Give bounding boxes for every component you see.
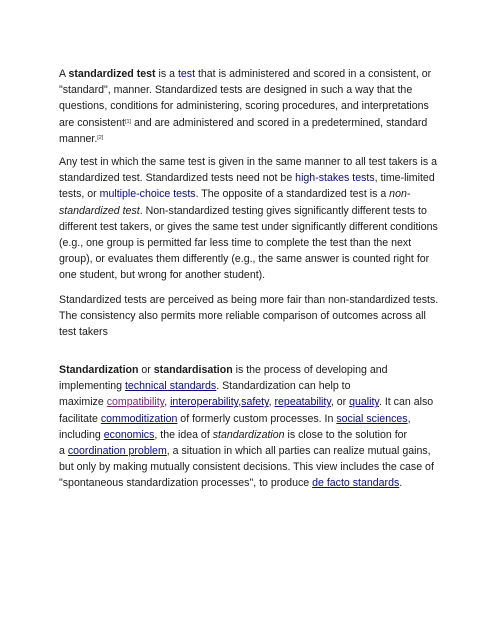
text: . [399, 477, 403, 490]
link-multiple-choice-tests[interactable]: multiple-choice tests [99, 188, 196, 201]
term-standardisation: standardisation [153, 364, 233, 376]
text: or [138, 364, 154, 376]
text-line: different test takers, or gives the same test under significantly different conditions [59, 220, 438, 233]
link-economics[interactable]: economics [103, 428, 155, 441]
term-standardization: Standardization [59, 364, 139, 376]
paragraph-same-manner [59, 154, 439, 284]
link-compatibility[interactable]: compatibility [106, 396, 165, 409]
text: facilitate [59, 412, 101, 425]
text-line: but only by making mutually consistent decisions. This view includes the case of [59, 461, 434, 474]
text-line [59, 362, 439, 378]
text: , [238, 396, 242, 409]
text-line [59, 170, 439, 186]
paragraph-standardization [59, 362, 439, 492]
text-line [59, 394, 439, 410]
link-quality[interactable]: quality [349, 396, 379, 409]
text-line: test takers [59, 326, 108, 339]
citation-2[interactable]: [2] [97, 134, 104, 141]
term-standardized-test: standardized test [68, 68, 156, 80]
link-interoperability[interactable]: interoperability [170, 396, 239, 409]
text: . It can also [378, 396, 434, 409]
text: that is administered and scored in a consistent, or [195, 68, 432, 80]
text: , or [330, 396, 350, 409]
text-line: group), or evaluates them differently (e.g., the same answer is counted right for [59, 253, 430, 266]
text-line [59, 443, 439, 459]
text: tests, or [59, 188, 100, 201]
text: , [407, 412, 411, 425]
text-line: The consistency also permits more reliable comparison of outcomes across all [59, 310, 426, 323]
text-line: one student, but wrong for another student). [59, 269, 266, 282]
text: "spontaneous standardization processes", to produce [59, 477, 313, 490]
text: manner. [59, 132, 98, 145]
italic-term: non- [389, 188, 411, 201]
link-repeatability[interactable]: repeatability [274, 396, 331, 409]
text-line [59, 66, 439, 82]
paragraph-fairness [59, 292, 439, 341]
link-technical-standards[interactable]: technical standards [124, 380, 217, 393]
text: , the idea of [154, 428, 213, 441]
text: of formerly custom processes. In [177, 412, 337, 425]
link-test[interactable]: test [177, 68, 196, 80]
link-de-facto-standards[interactable]: de facto standards [312, 477, 400, 490]
text: , a situation in which all parties can realize mutual gains, [166, 445, 431, 458]
citation-1[interactable]: [1] [124, 118, 132, 125]
text: and are administered and scored in a predetermined, standard [131, 116, 428, 129]
text-line: questions, conditions for administering, scoring procedures, and interpretations [59, 100, 429, 113]
text: , time-limited [374, 172, 435, 185]
link-coordination-problem[interactable]: coordination problem [67, 445, 167, 458]
text-line [59, 186, 439, 202]
text: is close to the solution for [284, 428, 408, 441]
text-line: Any test in which the same test is given in the same manner to all test takers is a [59, 156, 438, 168]
link-commoditization[interactable]: commoditization [100, 412, 178, 425]
paragraph-standardized-test-definition [59, 66, 439, 147]
italic-term: standardized test [59, 204, 140, 217]
text: . Non-standardized testing gives significantly different tests to [139, 204, 427, 217]
text: is the process of developing and [232, 364, 388, 376]
text-line: (e.g., one group is permitted far less time to complete the test than the next [59, 237, 412, 250]
italic-term: standardization [212, 428, 285, 441]
text: a [59, 445, 68, 458]
text: implementing [59, 380, 125, 393]
text: including [59, 428, 104, 441]
text-line: Standardized tests are perceived as being more fair than non-standardized tests. [59, 294, 439, 306]
text: standardized test. Standardized tests need not be [59, 172, 296, 185]
text-line [59, 475, 439, 491]
text-line [59, 203, 439, 219]
text: , [268, 396, 275, 409]
text-line [59, 131, 439, 147]
text: is a [155, 68, 178, 80]
text-line [59, 411, 439, 427]
text-line [59, 427, 439, 443]
text-line [59, 115, 439, 131]
link-safety[interactable]: safety [241, 396, 269, 409]
text: , [164, 396, 171, 409]
text: maximize [59, 396, 107, 409]
text: A [59, 68, 69, 80]
text-line: "standard", manner. Standardized tests are designed in such a way that the [59, 84, 413, 97]
text: . The opposite of a standardized test is a [195, 188, 390, 201]
text-line [59, 378, 439, 394]
text: . Standardization can help to [216, 380, 351, 393]
link-social-sciences[interactable]: social sciences [336, 412, 408, 425]
text: are consistent [59, 116, 125, 129]
link-high-stakes-tests[interactable]: high-stakes tests [295, 172, 375, 185]
